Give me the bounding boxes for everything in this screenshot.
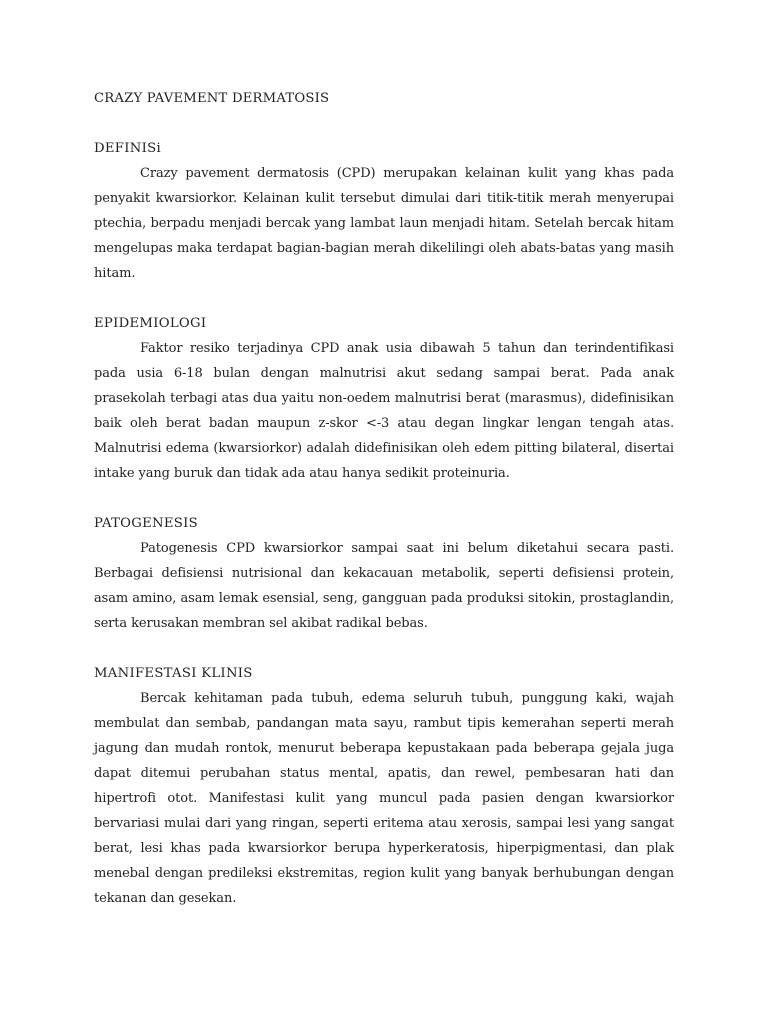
spacer — [94, 486, 674, 511]
section-heading-manifestasi-klinis: MANIFESTASI KLINIS — [94, 666, 253, 681]
paragraph-manifestasi-klinis: Bercak kehitaman pada tubuh, edema seluruh tubuh, punggung kaki, wajah membulat dan sembab, pandangan mata sayu, rambut tipis kemerahan seperti merah jagung dan mudah rontok, menurut beberapa kepustakaan pada beberapa gejala juga dapat ditemui perubahan status mental, apatis, dan rewel, pembesaran hati dan hipertrofi otot. Manifestasi kulit yang muncul pada pasien dengan kwarsiorkor bervariasi mulai dari yang ringan, seperti eritema atau xerosis, sampai lesi yang sangat berat, lesi khas pada kwarsiorkor berupa hyperkeratosis, hiperpigmentasi, dan plak menebal dengan predileksi ekstremitas, region kulit yang banyak berhubungan dengan tekanan dan gesekan. — [94, 691, 674, 906]
section-heading-epidemiologi: EPIDEMIOLOGI — [94, 316, 207, 331]
paragraph-epidemiologi: Faktor resiko terjadinya CPD anak usia dibawah 5 tahun dan terindentifikasi pada usia 6-18 bulan dengan malnutrisi akut sedang sampai berat. Pada anak prasekolah terbagi atas dua yaitu non-oedem malnutrisi berat (marasmus), didefinisikan baik oleh berat badan maupun z-skor <-3 atau degan lingkar lengan tengah atas. Malnutrisi edema (kwarsiorkor) adalah didefinisikan oleh edem pitting bilateral, disertai intake yang buruk dan tidak ada atau hanya sedikit proteinuria. — [94, 341, 674, 481]
document-title: CRAZY PAVEMENT DERMATOSIS — [94, 91, 330, 106]
section-heading-patogenesis: PATOGENESIS — [94, 516, 198, 531]
spacer — [94, 636, 674, 661]
spacer — [94, 286, 674, 311]
spacer — [94, 111, 674, 136]
section-manifestasi-klinis — [94, 661, 674, 911]
paragraph-patogenesis: Patogenesis CPD kwarsiorkor sampai saat ini belum diketahui secara pasti. Berbagai defisiensi nutrisional dan kekacauan metabolik, seperti defisiensi protein, asam amino, asam lemak esensial, seng, gangguan pada produksi sitokin, prostaglandin, serta kerusakan membran sel akibat radikal bebas. — [94, 541, 674, 631]
section-heading-definisi: DEFINISi — [94, 141, 161, 156]
section-patogenesis — [94, 511, 674, 636]
paragraph-definisi: Crazy pavement dermatosis (CPD) merupakan kelainan kulit yang khas pada penyakit kwarsiorkor. Kelainan kulit tersebut dimulai dari titik-titik merah menyerupai ptechia, berpadu menjadi bercak yang lambat laun menjadi hitam. Setelah bercak hitam mengelupas maka terdapat bagian-bagian merah dikelilingi oleh abats-batas yang masih hitam. — [94, 166, 674, 281]
section-epidemiologi — [94, 311, 674, 486]
section-definisi — [94, 136, 674, 286]
document-body — [94, 86, 674, 911]
